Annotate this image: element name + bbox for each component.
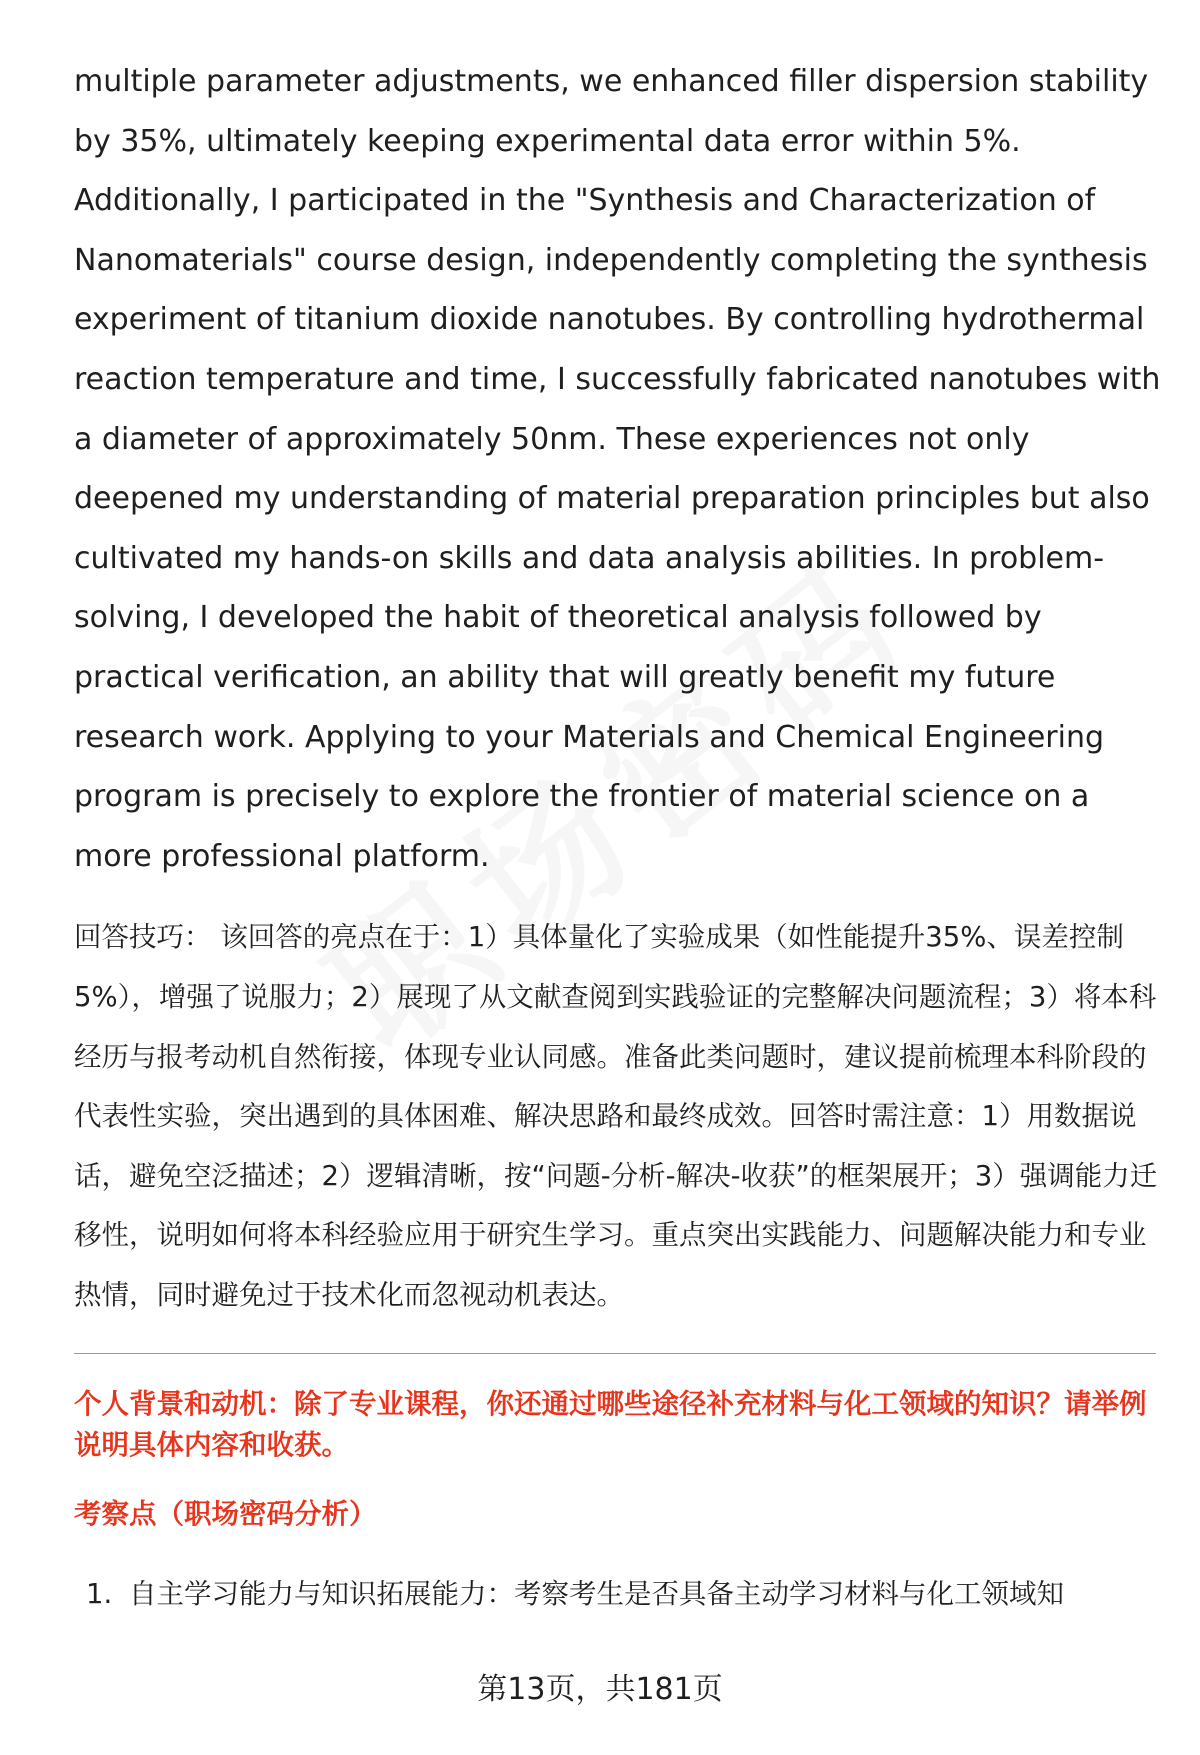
- question-heading: 个人背景和动机：除了专业课程，你还通过哪些途径补充材料与化工领域的知识？请举例说明具体内容和收获。: [74, 1388, 1147, 1462]
- assessment-points-list: [74, 1574, 1164, 1614]
- list-item: [74, 1574, 1164, 1614]
- page-number-footer: 第13页，共181页: [477, 1672, 723, 1707]
- list-item-text: 自主学习能力与知识拓展能力：考察考生是否具备主动学习材料与化工领域知: [129, 1578, 1064, 1611]
- answer-paragraph: multiple parameter adjustments, we enhanced filler dispersion stability by 35%, ultimately keeping experimental data error within 5%. Additionally, I participated in the "Synthesis and Characterization of Nanomaterials" course design, independently completing the synthesis experiment of titanium dioxide nanotubes. By controlling hydrothermal reaction temperature and time, I successfully fabricated nanotubes with a diameter of approximately 50nm. These experiences not only deepened my understanding of material preparation principles but also cultivated my hands-on skills and data analysis abilities. In problem-solving, I developed the habit of theoretical analysis followed by practical verification, an ability that will greatly benefit my future research work. Applying to your Materials and Chemical Engineering program is precisely to explore the frontier of material science on a more professional platform.: [74, 64, 1161, 874]
- assessment-points-heading: 考察点（职场密码分析）: [74, 1498, 377, 1531]
- list-item-number: 1.: [86, 1578, 113, 1611]
- document-page: [74, 52, 1164, 1614]
- answer-tips-paragraph: 回答技巧： 该回答的亮点在于：1）具体量化了实验成果（如性能提升35%、误差控制5%），增强了说服力；2）展现了从文献查阅到实践验证的完整解决问题流程；3）将本科经历与报考动机自然衔接，体现专业认同感。准备此类问题时，建议提前梳理本科阶段的代表性实验，突出遇到的具体困难、解决思路和最终成效。回答时需注意：1）用数据说话，避免空泛描述；2）逻辑清晰，按“问题-分析-解决-收获”的框架展开；3）强调能力迁移性，说明如何将本科经验应用于研究生学习。重点突出实践能力、问题解决能力和专业热情，同时避免过于技术化而忽视动机表达。: [74, 921, 1158, 1311]
- section-divider: [74, 1353, 1156, 1354]
